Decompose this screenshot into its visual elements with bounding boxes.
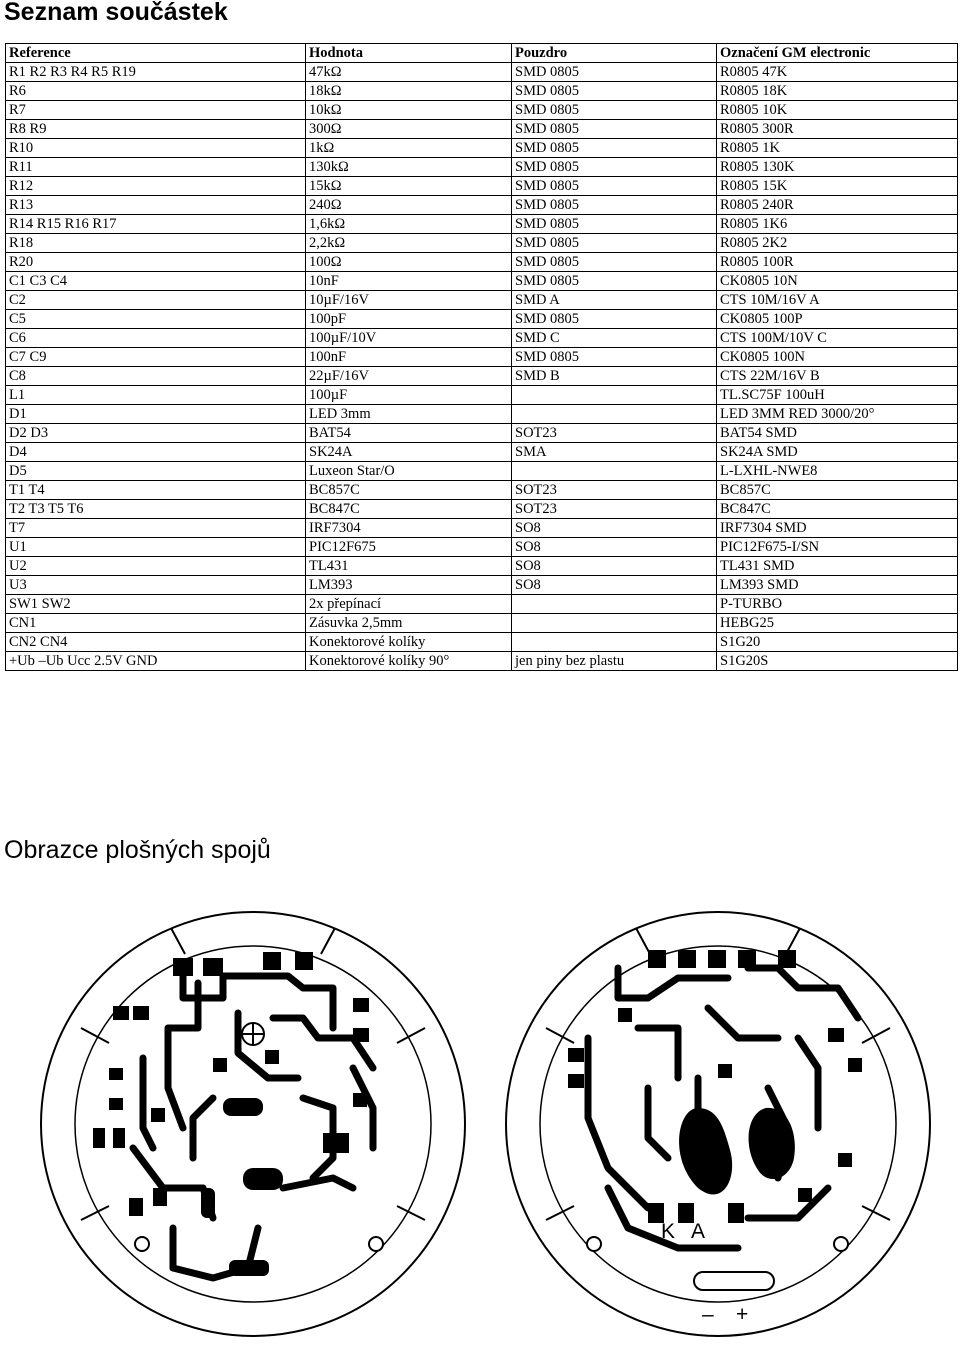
pcb-top-layer	[498, 888, 938, 1358]
table-row	[6, 101, 958, 120]
cell-gm-code: S1G20S	[717, 652, 958, 671]
cell-reference: CN2 CN4	[6, 633, 306, 652]
cell-package: jen piny bez plastu	[512, 652, 717, 671]
table-row	[6, 196, 958, 215]
table-row	[6, 519, 958, 538]
cell-value: 47kΩ	[306, 63, 512, 82]
cell-package: SMD 0805	[512, 310, 717, 329]
cell-value: 22µF/16V	[306, 367, 512, 386]
column-header-gm-code: Označení GM electronic	[717, 44, 958, 63]
cell-reference: D4	[6, 443, 306, 462]
table-row	[6, 82, 958, 101]
cell-reference: R11	[6, 158, 306, 177]
cell-reference: C1 C3 C4	[6, 272, 306, 291]
cell-package: SMD A	[512, 291, 717, 310]
cell-reference: U2	[6, 557, 306, 576]
table-row	[6, 633, 958, 652]
cell-gm-code: CTS 100M/10V C	[717, 329, 958, 348]
cell-reference: C8	[6, 367, 306, 386]
cell-reference: T7	[6, 519, 306, 538]
table-row	[6, 234, 958, 253]
cell-package	[512, 462, 717, 481]
cell-value: IRF7304	[306, 519, 512, 538]
cell-package: SMD 0805	[512, 253, 717, 272]
page-title: Seznam součástek	[4, 0, 228, 26]
table-row	[6, 386, 958, 405]
section-title: Obrazce plošných spojů	[4, 836, 271, 864]
cell-reference: R13	[6, 196, 306, 215]
table-row	[6, 595, 958, 614]
cell-value: LM393	[306, 576, 512, 595]
cell-package: SMD 0805	[512, 158, 717, 177]
cell-reference: R10	[6, 139, 306, 158]
table-row	[6, 139, 958, 158]
cell-package: SMD C	[512, 329, 717, 348]
cell-package: SMD 0805	[512, 196, 717, 215]
cell-reference: C2	[6, 291, 306, 310]
copper-pads	[93, 952, 369, 1276]
pcb-label-plus: +	[736, 1303, 749, 1326]
cell-value: TL431	[306, 557, 512, 576]
cell-reference: R8 R9	[6, 120, 306, 139]
cell-package: SOT23	[512, 424, 717, 443]
cell-gm-code: R0805 18K	[717, 82, 958, 101]
cell-value: 130kΩ	[306, 158, 512, 177]
cell-gm-code: HEBG25	[717, 614, 958, 633]
table-row	[6, 424, 958, 443]
cell-reference: D5	[6, 462, 306, 481]
cell-gm-code: IRF7304 SMD	[717, 519, 958, 538]
table-row	[6, 462, 958, 481]
cell-value: 100nF	[306, 348, 512, 367]
table-header-row	[6, 44, 958, 63]
cell-gm-code: R0805 1K	[717, 139, 958, 158]
pcb-bottom-layer	[33, 888, 473, 1358]
cell-package: SMD 0805	[512, 120, 717, 139]
cell-package: SMD 0805	[512, 272, 717, 291]
cell-reference: D2 D3	[6, 424, 306, 443]
cell-gm-code: R0805 2K2	[717, 234, 958, 253]
cell-package: SMD B	[512, 367, 717, 386]
cell-reference: +Ub –Ub Ucc 2.5V GND	[6, 652, 306, 671]
table-row	[6, 272, 958, 291]
cell-reference: T2 T3 T5 T6	[6, 500, 306, 519]
table-row	[6, 158, 958, 177]
cell-package: SMD 0805	[512, 177, 717, 196]
table-row	[6, 576, 958, 595]
cell-value: Luxeon Star/O	[306, 462, 512, 481]
table-row	[6, 500, 958, 519]
table-row	[6, 614, 958, 633]
cell-value: SK24A	[306, 443, 512, 462]
cell-value: 240Ω	[306, 196, 512, 215]
cell-gm-code: R0805 15K	[717, 177, 958, 196]
cell-reference: SW1 SW2	[6, 595, 306, 614]
cell-gm-code: SK24A SMD	[717, 443, 958, 462]
cell-package: SMD 0805	[512, 215, 717, 234]
cell-reference: R7	[6, 101, 306, 120]
cell-gm-code: CTS 10M/16V A	[717, 291, 958, 310]
cell-gm-code: R0805 300R	[717, 120, 958, 139]
cell-value: 2,2kΩ	[306, 234, 512, 253]
cell-reference: CN1	[6, 614, 306, 633]
cell-value: BC847C	[306, 500, 512, 519]
cell-package: SO8	[512, 538, 717, 557]
cell-gm-code: BC847C	[717, 500, 958, 519]
table-row	[6, 405, 958, 424]
cell-value: PIC12F675	[306, 538, 512, 557]
cell-value: 10kΩ	[306, 101, 512, 120]
cell-value: BAT54	[306, 424, 512, 443]
column-header-package: Pouzdro	[512, 44, 717, 63]
table-row	[6, 291, 958, 310]
cell-package: SMD 0805	[512, 82, 717, 101]
cell-value: Zásuvka 2,5mm	[306, 614, 512, 633]
cell-gm-code: CK0805 10N	[717, 272, 958, 291]
cell-gm-code: LED 3MM RED 3000/20°	[717, 405, 958, 424]
cell-value: 1kΩ	[306, 139, 512, 158]
cell-package: SMD 0805	[512, 63, 717, 82]
cell-reference: L1	[6, 386, 306, 405]
cell-reference: R20	[6, 253, 306, 272]
table-row	[6, 120, 958, 139]
cell-value: BC857C	[306, 481, 512, 500]
cell-gm-code: R0805 10K	[717, 101, 958, 120]
cell-gm-code: PIC12F675-I/SN	[717, 538, 958, 557]
table-row	[6, 63, 958, 82]
cell-value: 10nF	[306, 272, 512, 291]
cell-value: LED 3mm	[306, 405, 512, 424]
table-row	[6, 481, 958, 500]
pcb-label-k: K	[661, 1220, 676, 1243]
table-row	[6, 557, 958, 576]
table-row	[6, 310, 958, 329]
table-row	[6, 253, 958, 272]
table-row	[6, 329, 958, 348]
cell-package: SOT23	[512, 481, 717, 500]
cell-value: 100pF	[306, 310, 512, 329]
column-header-reference: Reference	[6, 44, 306, 63]
cell-gm-code: TL431 SMD	[717, 557, 958, 576]
cell-value: 10µF/16V	[306, 291, 512, 310]
cell-package: SMD 0805	[512, 348, 717, 367]
cell-package	[512, 633, 717, 652]
table-row	[6, 367, 958, 386]
table-row	[6, 538, 958, 557]
cell-package: SMD 0805	[512, 101, 717, 120]
cell-reference: D1	[6, 405, 306, 424]
cell-value: 100µF	[306, 386, 512, 405]
table-row	[6, 177, 958, 196]
cell-reference: U1	[6, 538, 306, 557]
cell-gm-code: BAT54 SMD	[717, 424, 958, 443]
cell-value: 300Ω	[306, 120, 512, 139]
cell-gm-code: BC857C	[717, 481, 958, 500]
cell-reference: C7 C9	[6, 348, 306, 367]
table-row	[6, 215, 958, 234]
cell-gm-code: CTS 22M/16V B	[717, 367, 958, 386]
table-row	[6, 443, 958, 462]
cell-value: Konektorové kolíky 90°	[306, 652, 512, 671]
cell-package: SOT23	[512, 500, 717, 519]
cell-gm-code: LM393 SMD	[717, 576, 958, 595]
cell-package: SO8	[512, 519, 717, 538]
pcb-label-minus: –	[702, 1303, 714, 1326]
cell-gm-code: CK0805 100N	[717, 348, 958, 367]
cell-gm-code: S1G20	[717, 633, 958, 652]
cell-value: 1,6kΩ	[306, 215, 512, 234]
cell-package: SMD 0805	[512, 234, 717, 253]
copper-traces	[133, 968, 373, 1278]
cell-gm-code: R0805 1K6	[717, 215, 958, 234]
cell-gm-code: R0805 100R	[717, 253, 958, 272]
cell-value: 18kΩ	[306, 82, 512, 101]
pcb-label-a: A	[691, 1220, 706, 1243]
table-row	[6, 652, 958, 671]
cell-value: 15kΩ	[306, 177, 512, 196]
parts-table	[5, 43, 958, 671]
cell-package: SMD 0805	[512, 139, 717, 158]
cell-reference: T1 T4	[6, 481, 306, 500]
cell-value: Konektorové kolíky	[306, 633, 512, 652]
cell-gm-code: L-LXHL-NWE8	[717, 462, 958, 481]
cell-package	[512, 386, 717, 405]
cell-package: SMA	[512, 443, 717, 462]
cell-package	[512, 405, 717, 424]
cell-value: 100Ω	[306, 253, 512, 272]
cell-package	[512, 595, 717, 614]
cell-reference: R12	[6, 177, 306, 196]
cell-gm-code: R0805 130K	[717, 158, 958, 177]
cell-reference: C6	[6, 329, 306, 348]
cell-package: SO8	[512, 576, 717, 595]
cell-reference: C5	[6, 310, 306, 329]
cell-gm-code: R0805 240R	[717, 196, 958, 215]
cell-gm-code: TL.SC75F 100uH	[717, 386, 958, 405]
cell-reference: R1 R2 R3 R4 R5 R19	[6, 63, 306, 82]
table-row	[6, 348, 958, 367]
cell-package: SO8	[512, 557, 717, 576]
cell-reference: R14 R15 R16 R17	[6, 215, 306, 234]
cell-value: 100µF/10V	[306, 329, 512, 348]
cell-value: 2x přepínací	[306, 595, 512, 614]
cell-reference: R18	[6, 234, 306, 253]
cell-gm-code: CK0805 100P	[717, 310, 958, 329]
column-header-value: Hodnota	[306, 44, 512, 63]
cell-reference: U3	[6, 576, 306, 595]
cell-package	[512, 614, 717, 633]
cell-gm-code: P-TURBO	[717, 595, 958, 614]
parts-table-body	[6, 63, 958, 671]
cell-gm-code: R0805 47K	[717, 63, 958, 82]
cell-reference: R6	[6, 82, 306, 101]
